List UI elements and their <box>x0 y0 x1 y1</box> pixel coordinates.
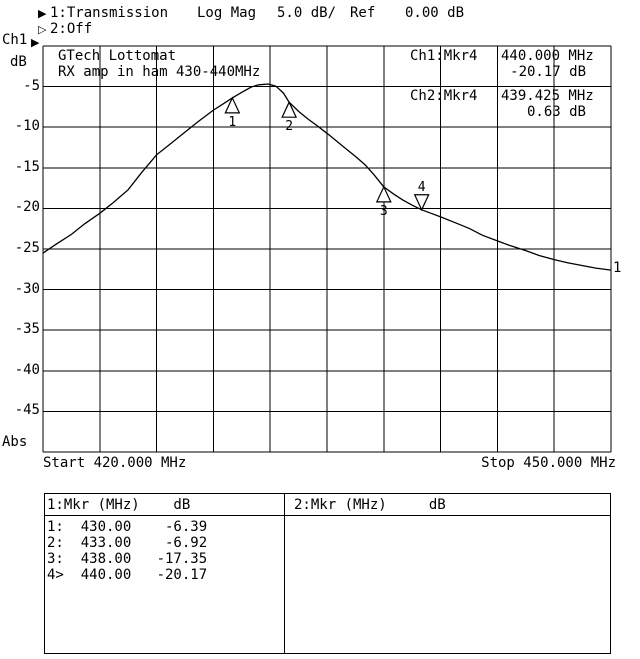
x-axis-start-label: Start 420.000 MHz <box>43 455 187 471</box>
readout-ch2-freq: 439.425 MHz <box>501 88 594 104</box>
trace2-label: 2:Off <box>50 21 93 37</box>
y-tick-label: -10 <box>14 118 40 135</box>
graticule-plot <box>43 46 611 452</box>
readout-ch1-value: -20.17 dB <box>510 64 586 80</box>
marker-table-divider <box>284 494 285 653</box>
marker-table <box>44 493 611 654</box>
y-tick-label: -40 <box>14 361 40 378</box>
y-axis-abs-label: Abs <box>2 434 28 450</box>
y-tick-label: -5 <box>23 77 40 94</box>
marker-table-header-separator <box>45 515 610 516</box>
y-tick-label: -25 <box>14 240 40 256</box>
ref-label: Ref <box>350 5 376 21</box>
trace2-inactive-icon: ▷ <box>38 23 47 36</box>
trace1-label: 1:Transmission <box>50 5 169 21</box>
marker-table-right-header: 2:Mkr (MHz) dB <box>294 497 446 513</box>
ref-value: 0.00 dB <box>405 5 465 21</box>
marker-1-icon <box>225 98 239 113</box>
y-axis-unit: dB <box>10 54 27 70</box>
marker-4-number: 4 <box>417 179 426 195</box>
y-tick-label: -20 <box>14 199 40 216</box>
channel-label: Ch1 <box>2 32 28 48</box>
marker-table-row: 2: 433.00 -6.92 <box>47 535 208 551</box>
marker-1-number: 1 <box>228 114 237 130</box>
marker-table-row: 3: 438.00 -17.35 <box>47 551 208 567</box>
readout-ch2-value: 0.63 dB <box>526 104 586 120</box>
marker-table-row: 4> 440.00 -20.17 <box>47 567 208 583</box>
plot-subtitle: RX amp in ham 430-440MHz <box>58 64 261 80</box>
ref-position-icon: ▶ <box>31 36 40 49</box>
marker-3-number: 3 <box>379 203 388 219</box>
marker-table-left-header: 1:Mkr (MHz) dB <box>47 497 191 513</box>
format-label: Log Mag <box>197 5 257 21</box>
trace-number-label: 1 <box>613 260 622 276</box>
readout-ch2-label: Ch2:Mkr4 <box>410 88 478 104</box>
y-tick-label: -30 <box>14 280 40 297</box>
trace1-active-icon: ▶ <box>38 7 47 20</box>
readout-ch1-label: Ch1:Mkr4 <box>410 48 478 64</box>
y-tick-label: -15 <box>14 158 40 175</box>
y-tick-label: -35 <box>14 321 40 338</box>
marker-2-icon <box>282 102 296 117</box>
x-axis-stop-label: Stop 450.000 MHz <box>481 455 616 471</box>
plot-title: GTech Lottomat <box>58 48 177 64</box>
readout-ch1-freq: 440.000 MHz <box>501 48 594 64</box>
marker-3-icon <box>377 187 391 202</box>
scale-per-div: 5.0 dB/ <box>277 5 337 21</box>
marker-2-number: 2 <box>285 119 294 135</box>
marker-table-row: 1: 430.00 -6.39 <box>47 519 208 535</box>
y-tick-label: -45 <box>14 402 40 419</box>
